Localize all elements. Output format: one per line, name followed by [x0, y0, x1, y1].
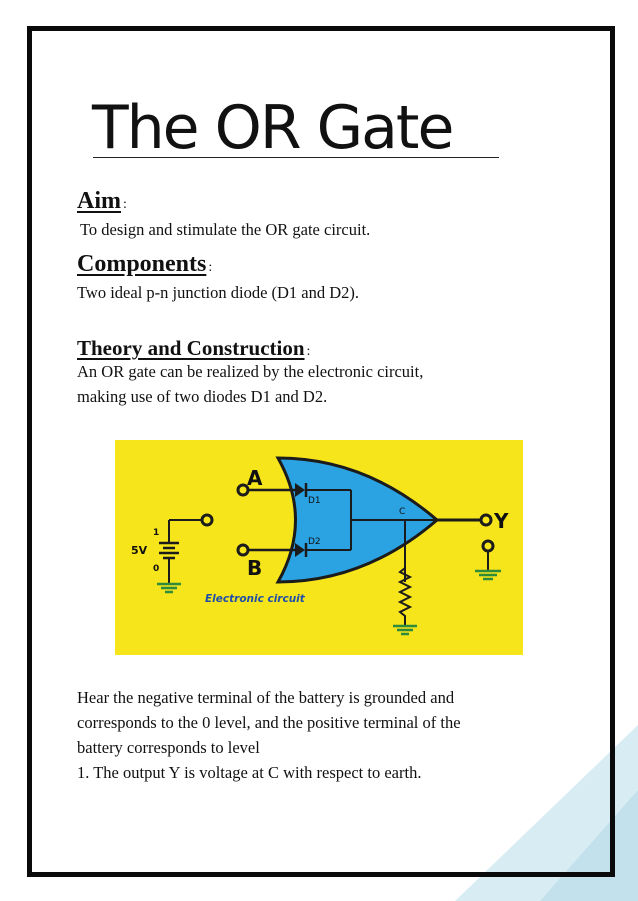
explanation-line-3: battery corresponds to level [77, 738, 260, 757]
components-colon: : [208, 260, 213, 275]
or-gate-circuit-diagram [115, 440, 523, 655]
diode-1-label: D1 [308, 496, 321, 506]
theory-line-2: making use of two diodes D1 and D2. [77, 387, 328, 406]
aim-text: To design and stimulate the OR gate circuit. [80, 220, 371, 239]
aim-colon: : [123, 197, 127, 212]
components-text: Two ideal p-n junction diode (D1 and D2). [77, 283, 360, 302]
aim-heading-text: Aim [77, 188, 121, 214]
components-heading [77, 251, 212, 278]
node-c-label: C [399, 507, 406, 517]
explanation-line-2: corresponds to the 0 level, and the positive terminal of the [77, 713, 461, 732]
aim-heading [77, 188, 127, 215]
explanation-line-1: Hear the negative terminal of the battery is grounded and [77, 688, 455, 707]
level-low-label: 0 [153, 564, 160, 574]
level-high-label: 1 [153, 528, 160, 538]
diode-2-label: D2 [308, 537, 321, 547]
input-b-label: B [247, 556, 263, 580]
page-title: The OR Gate [92, 93, 453, 163]
theory-heading-text: Theory and Construction [77, 336, 305, 360]
battery-voltage-label: 5V [131, 544, 148, 557]
diagram-caption: Electronic circuit [205, 593, 305, 605]
explanation-line-4: 1. The output Y is voltage at C with respect to earth. [77, 763, 422, 782]
output-y-label: Y [494, 509, 509, 533]
theory-heading [77, 336, 310, 361]
theory-colon: : [306, 344, 311, 359]
components-heading-text: Components [77, 251, 207, 277]
theory-line-1: An OR gate can be realized by the electronic circuit, [77, 362, 424, 381]
input-a-label: A [247, 466, 263, 490]
title-underline [93, 157, 499, 158]
